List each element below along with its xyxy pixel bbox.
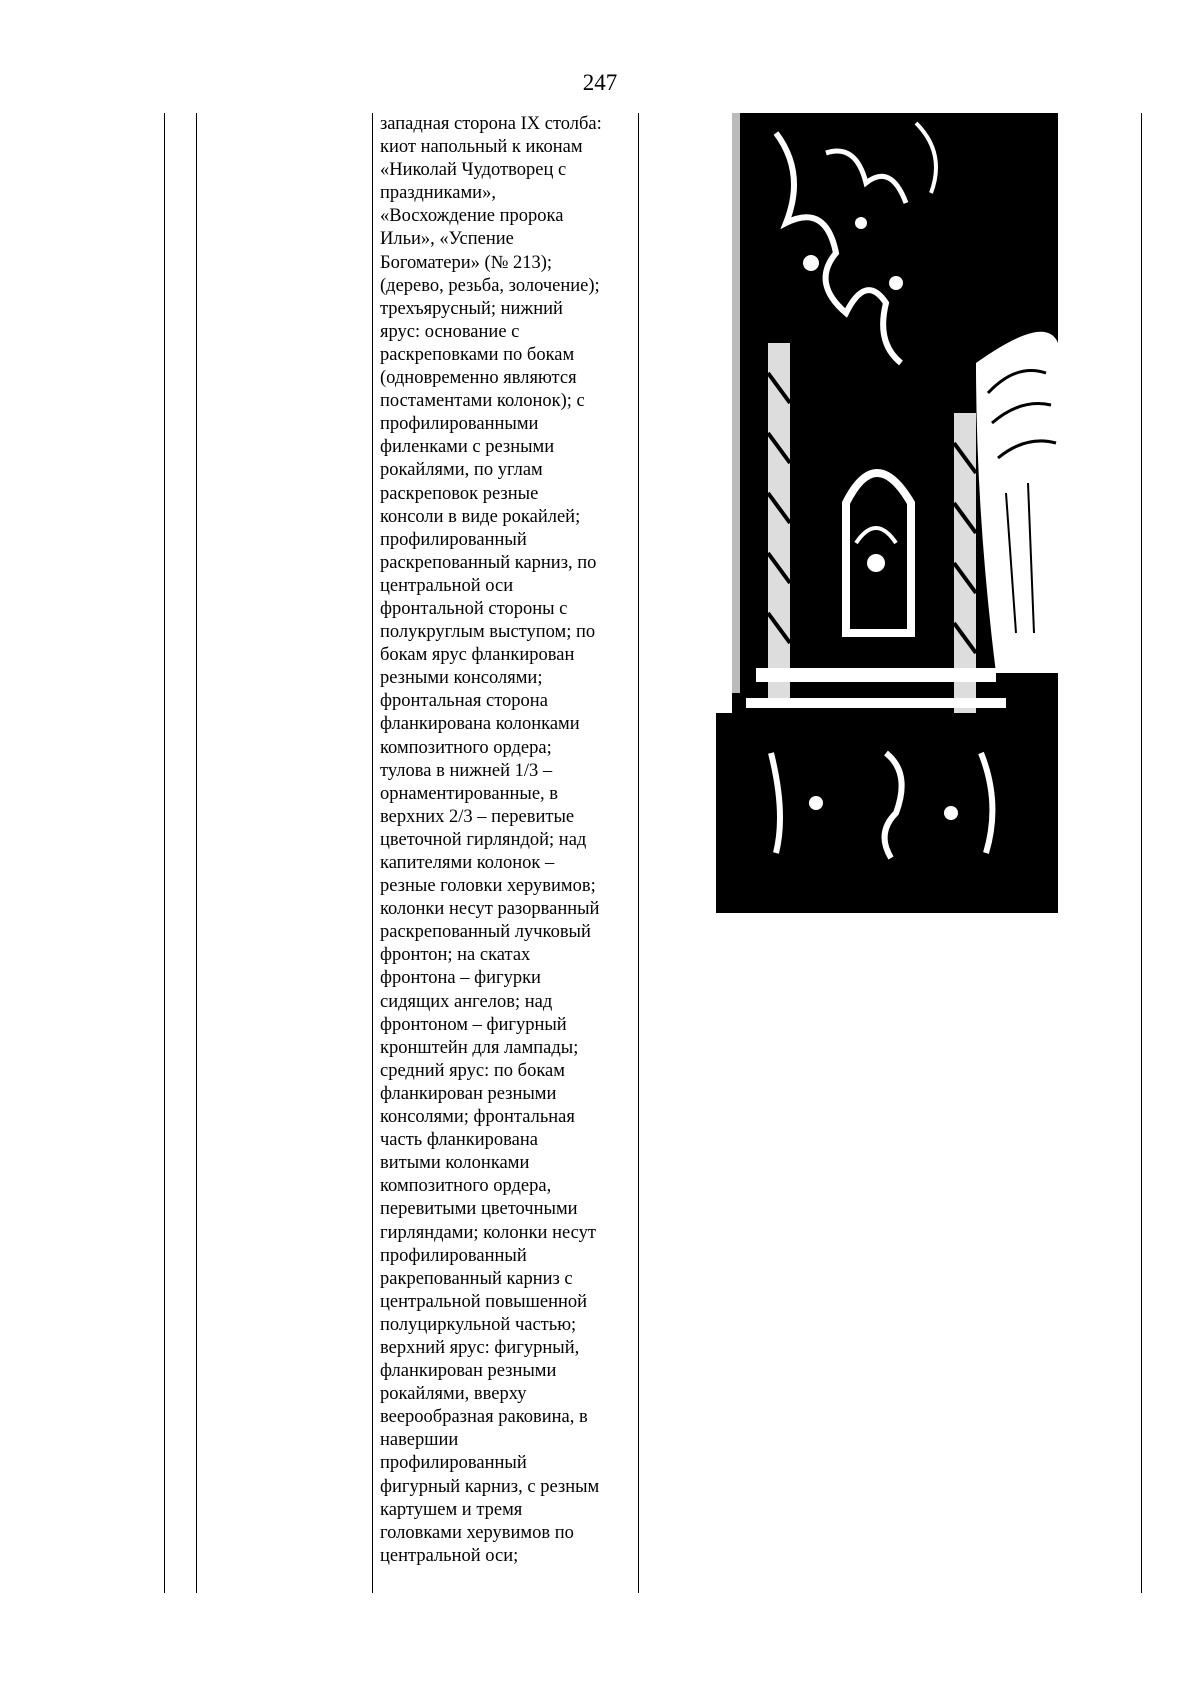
description-line: сидящих ангелов; над — [380, 991, 553, 1012]
table-border-left-outer — [164, 113, 165, 1593]
description-line: «Восхождение пророка — [380, 206, 564, 227]
description-line: раскреповками по бокам — [380, 344, 575, 365]
description-line: перевитыми цветочными — [380, 1199, 578, 1220]
description-line: профилированными — [380, 414, 539, 435]
description-line: навершии — [380, 1430, 459, 1451]
description-line: полуциркульной частью; — [380, 1314, 577, 1335]
description-line: праздниками», — [380, 183, 496, 204]
description-line: центральной оси — [380, 575, 514, 596]
description-line: резные головки херувимов; — [380, 876, 596, 897]
description-line: резными консолями; — [380, 668, 543, 689]
description-line: трехъярусный; нижний — [380, 298, 563, 319]
iconostasis-kiot-photo — [716, 113, 1058, 913]
description-line: фронтальная сторона — [380, 691, 548, 712]
description-line: профилированный — [380, 529, 527, 550]
description-line: колонки несут разорванный — [380, 899, 600, 920]
description-line: тулова в нижней 1/3 – — [380, 760, 553, 781]
description-line: киот напольный к иконам — [380, 137, 583, 158]
description-line: часть фланкирована — [380, 1130, 538, 1151]
table-border-text-left — [372, 113, 373, 1593]
table-border-right — [1141, 113, 1142, 1593]
description-line: филенками с резными — [380, 437, 555, 458]
description-line: картушем и тремя — [380, 1499, 523, 1520]
description-line: витыми колонками — [380, 1153, 530, 1174]
description-line: верхний ярус: фигурный, — [380, 1337, 580, 1358]
description-line: Богоматери» (№ 213); — [380, 252, 553, 273]
description-line: фронтоном – фигурный — [380, 1014, 567, 1035]
table-border-left-inner — [196, 113, 197, 1593]
description-line: орнаментированные, в — [380, 783, 559, 804]
description-line: бокам ярус фланкирован — [380, 645, 575, 666]
description-line: ракрепованный карниз с — [380, 1268, 573, 1289]
description-line: фронтальной стороны с — [380, 598, 568, 619]
description-line: ярус: основание с — [380, 321, 520, 342]
description-line: раскреповок резные — [380, 483, 539, 504]
description-line: средний ярус: по бокам — [380, 1060, 565, 1081]
description-line: головками херувимов по — [380, 1522, 574, 1543]
description-line: фланкирован резными — [380, 1083, 557, 1104]
description-line: (дерево, резьба, золочение); — [380, 275, 600, 296]
description-line: капителями колонок – — [380, 853, 555, 873]
description-line: рокайлями, по углам — [380, 460, 543, 481]
description-line: Ильи», «Успение — [380, 229, 514, 250]
description-line: раскрепованный карниз, по — [380, 552, 597, 573]
description-line: профилированный — [380, 1245, 527, 1266]
description-line: центральной повышенной — [380, 1291, 588, 1312]
description-line: (одновременно являются — [380, 368, 577, 389]
description-line: цветочной гирляндой; над — [380, 829, 587, 850]
description-line: фронтона – фигурки — [380, 968, 541, 989]
page-number: 247 — [582, 70, 618, 95]
description-column — [380, 113, 632, 1568]
description-line: рокайлями, вверху — [380, 1384, 527, 1405]
description-line: веерообразная раковина, в — [380, 1407, 588, 1428]
description-line: верхних 2/3 – перевитые — [380, 806, 575, 827]
description-line: фланкирована колонками — [380, 714, 580, 735]
description-line: центральной оси; — [380, 1545, 519, 1566]
description-line: фронтон; на скатах — [380, 945, 531, 966]
description-line: композитного ордера; — [380, 737, 552, 758]
table-border-text-right — [638, 113, 639, 1593]
description-line: полукруглым выступом; по — [380, 622, 596, 643]
description-line: западная сторона IX столба: — [380, 114, 602, 134]
description-line: профилированный — [380, 1453, 527, 1474]
description-line: «Николай Чудотворец с — [380, 160, 567, 181]
description-line: фланкирован резными — [380, 1361, 557, 1382]
description-line: кронштейн для лампады; — [380, 1037, 579, 1058]
description-line: раскрепованный лучковый — [380, 922, 591, 943]
description-line: консолями; фронтальная — [380, 1107, 575, 1128]
description-line: постаментами колонок); с — [380, 391, 585, 412]
description-line: композитного ордера, — [380, 1176, 552, 1197]
description-line: консоли в виде рокайлей; — [380, 506, 581, 527]
description-line: фигурный карниз, с резным — [380, 1476, 600, 1497]
description-line: гирляндами; колонки несут — [380, 1222, 596, 1243]
